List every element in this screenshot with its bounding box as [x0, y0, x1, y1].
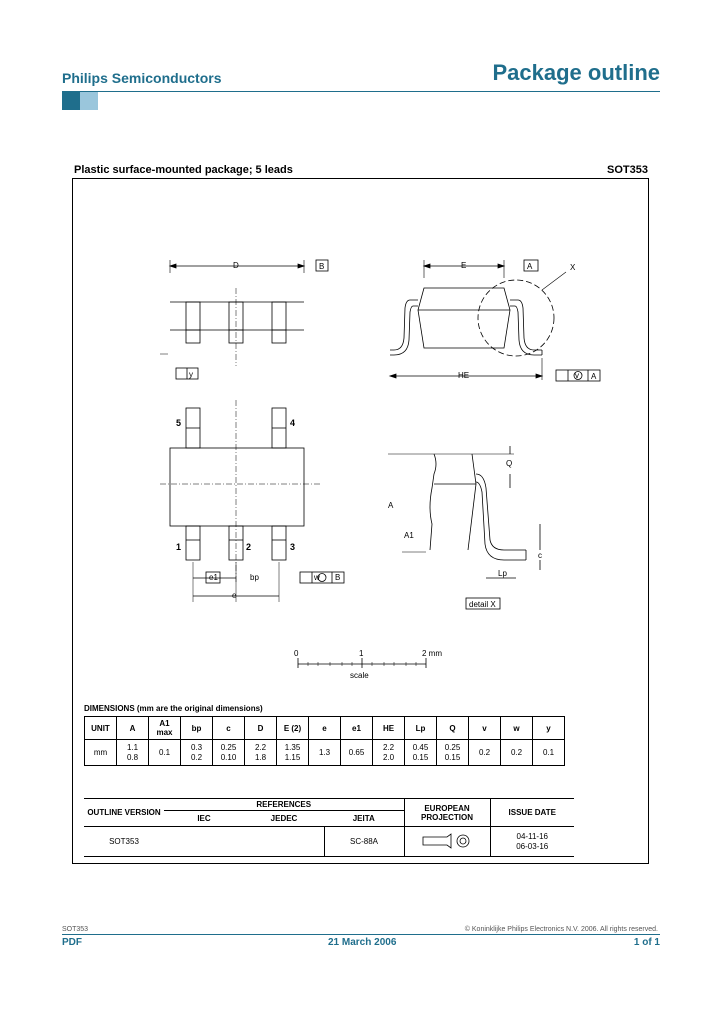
value-e1: 0.65: [341, 740, 373, 766]
label-bp: bp: [250, 573, 259, 582]
issue-date-label: [490, 799, 574, 827]
label-X: X: [570, 263, 576, 272]
jeita-label: [324, 811, 404, 827]
label-pin3: 3: [290, 542, 296, 552]
package-description: Plastic surface-mounted package; 5 leads: [74, 164, 293, 176]
dimensions-header-row: [85, 717, 565, 740]
label-A-side: A: [388, 501, 394, 510]
references-header-row-1: [84, 799, 574, 811]
header-y: y: [533, 717, 565, 740]
value-A1: 0.1: [149, 740, 181, 766]
dimensions-table: [84, 716, 565, 766]
value-bp-min: 0.2: [190, 752, 203, 762]
header-D: D: [245, 717, 277, 740]
iec-value: [164, 827, 244, 857]
value-v: 0.2: [469, 740, 501, 766]
outline-version-label: [84, 799, 164, 827]
label-Lp: Lp: [498, 569, 507, 578]
iec-label: [164, 811, 244, 827]
label-A1: A1: [404, 531, 414, 540]
value-E-max: 1.35: [284, 742, 301, 752]
value-Q: [437, 740, 469, 766]
company-name: Philips Semiconductors: [62, 70, 222, 86]
label-pin5: 5: [176, 418, 182, 428]
issue-date-label-text: ISSUE DATE: [508, 808, 556, 817]
header-v: v: [469, 717, 501, 740]
value-A: [117, 740, 149, 766]
value-Lp-min: 0.15: [412, 752, 429, 762]
label-v-ref: v: [575, 371, 579, 380]
footer-page: 1 of 1: [633, 937, 660, 948]
label-pin4: 4: [290, 418, 296, 428]
header-e1: e1: [341, 717, 373, 740]
value-unit: mm: [85, 740, 117, 766]
outline-version-value: SOT353: [84, 827, 164, 857]
top-view: [160, 260, 328, 379]
label-B-ref: B: [335, 573, 341, 582]
jeita-value: SC-88A: [324, 827, 404, 857]
label-pin1: 1: [176, 542, 182, 552]
iec-label-text: IEC: [197, 814, 211, 823]
package-code: SOT353: [607, 164, 648, 176]
jeita-label-text: JEITA: [352, 814, 375, 823]
projection-symbol-icon: [421, 833, 473, 849]
label-D: D: [233, 261, 239, 270]
header-A1: A1 max: [149, 717, 181, 740]
footer-format: PDF: [62, 937, 82, 948]
side-view: [390, 260, 600, 381]
outline-version-label-text: OUTLINE VERSION: [87, 808, 161, 817]
value-E: [277, 740, 309, 766]
label-c: c: [538, 551, 542, 560]
value-e: 1.3: [309, 740, 341, 766]
value-c-min: 0.10: [220, 752, 237, 762]
issue-date-2: 06-03-16: [516, 841, 549, 851]
value-A-min: 0.8: [126, 752, 139, 762]
jedec-label-text: JEDEC: [270, 814, 298, 823]
bottom-view: [160, 400, 344, 602]
scale-label: scale: [350, 671, 369, 680]
label-B: B: [319, 262, 325, 271]
header-Lp: Lp: [405, 717, 437, 740]
references-label-text: REFERENCES: [256, 800, 312, 809]
footer-code: SOT353: [62, 926, 89, 933]
label-e1: e1: [209, 573, 218, 582]
value-Lp: [405, 740, 437, 766]
value-HE-min: 2.0: [382, 752, 395, 762]
footer-rule: [62, 934, 660, 935]
label-A-ref: A: [591, 372, 597, 381]
dimensions-value-row: [85, 740, 565, 766]
label-y: y: [189, 370, 193, 379]
scale-bar: [298, 658, 426, 668]
value-bp: [181, 740, 213, 766]
header-e: e: [309, 717, 341, 740]
label-e: e: [232, 591, 237, 600]
scale-two: 2 mm: [422, 649, 442, 658]
label-HE: HE: [458, 371, 470, 380]
references-table: [84, 798, 574, 857]
header-E: E (2): [277, 717, 309, 740]
value-D-max: 2.2: [254, 742, 267, 752]
footer-date: 21 March 2006: [328, 937, 397, 948]
references-value-row: [84, 827, 574, 857]
footer-copyright: © Koninklijke Philips Electronics N.V. 2006. All rights reserved.: [464, 926, 658, 933]
label-E: E: [461, 261, 467, 270]
brand-block-dark: [62, 92, 80, 110]
scale-zero: 0: [294, 649, 299, 658]
value-E-min: 1.15: [284, 752, 301, 762]
issue-date-1: 04-11-16: [516, 831, 548, 841]
value-D-min: 1.8: [254, 752, 267, 762]
references-label: [164, 799, 404, 811]
label-Q: Q: [506, 459, 513, 468]
label-detail-x: detail X: [469, 600, 496, 609]
header-w: w: [501, 717, 533, 740]
value-w: 0.2: [501, 740, 533, 766]
value-A-max: 1.1: [126, 742, 139, 752]
header-Q: Q: [437, 717, 469, 740]
header-HE: HE: [373, 717, 405, 740]
value-Q-max: 0.25: [444, 742, 461, 752]
label-w: w: [314, 573, 320, 582]
value-HE: [373, 740, 405, 766]
header-A: A: [117, 717, 149, 740]
brand-block-light: [80, 92, 98, 110]
value-c: [213, 740, 245, 766]
value-Lp-max: 0.45: [412, 742, 429, 752]
european-projection-label: [404, 799, 490, 827]
value-bp-max: 0.3: [190, 742, 203, 752]
header-c: c: [213, 717, 245, 740]
header-unit: UNIT: [85, 717, 117, 740]
value-y: 0.1: [533, 740, 565, 766]
value-c-max: 0.25: [220, 742, 237, 752]
package-drawing: [72, 178, 649, 698]
page-title: Package outline: [492, 60, 660, 85]
header-rule: [62, 91, 660, 92]
issue-dates: [490, 827, 574, 857]
scale-one: 1: [359, 649, 364, 658]
label-A: A: [527, 262, 533, 271]
european-projection-label-text: EUROPEAN PROJECTION: [420, 803, 473, 822]
jedec-label: [244, 811, 324, 827]
projection-symbol: [404, 827, 490, 857]
dimensions-title: DIMENSIONS (mm are the original dimensions): [84, 704, 263, 713]
value-HE-max: 2.2: [382, 742, 395, 752]
value-D: [245, 740, 277, 766]
header-bp: bp: [181, 717, 213, 740]
value-Q-min: 0.15: [444, 752, 461, 762]
detail-x-view: [388, 446, 540, 609]
label-pin2: 2: [246, 542, 252, 552]
jedec-value: [244, 827, 324, 857]
